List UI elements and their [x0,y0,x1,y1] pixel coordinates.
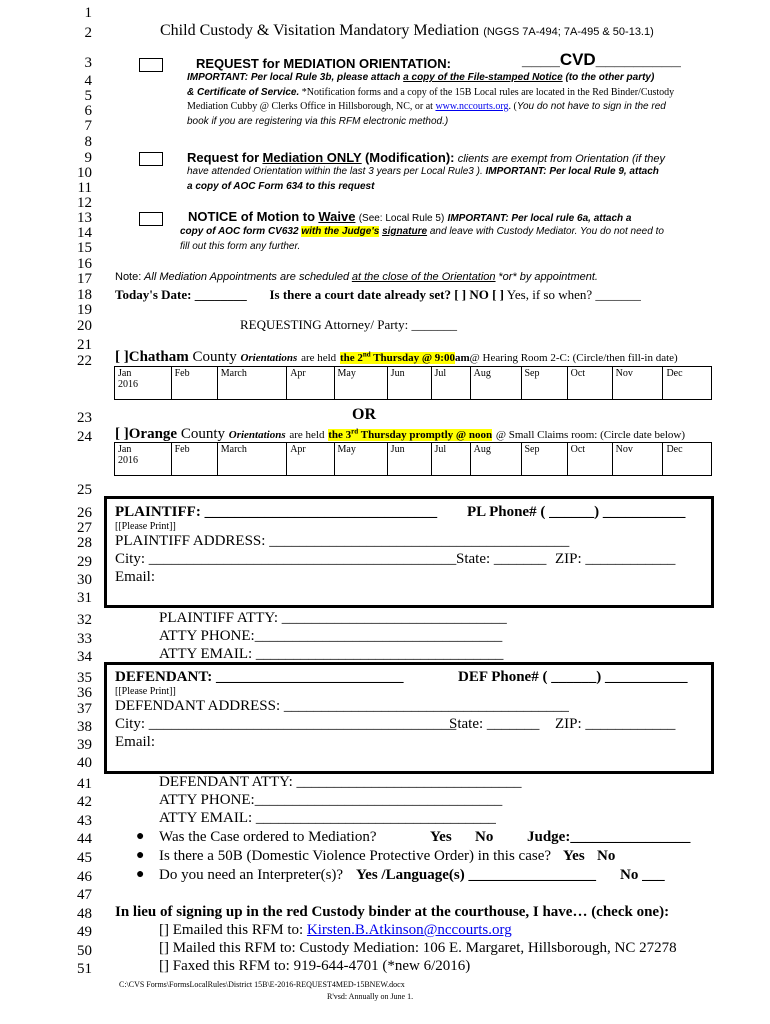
request-mediation-line: Request for Mediation ONLY (Modification): clients are exempt from Orientation (if they [187,150,665,165]
cubby-line: Mediation Cubby @ Clerks Office in Hillsborough, NC, or at www.nccourts.org. (You do not have to sign in the red [187,101,666,112]
line-number: 42 [77,794,92,810]
todays-date-field[interactable]: Today's Date: ________ [115,287,247,302]
month-cell-march[interactable]: March [217,367,286,400]
court-date-when-field[interactable]: Yes, if so when? _______ [506,287,641,302]
line-number: 5 [84,88,92,104]
attended-line: have attended Orientation within the last 3 years per Local Rule3 ). IMPORTANT: Per local Rule 9, attach [187,166,659,177]
plaintiff-atty-phone-field[interactable]: ATTY PHONE:_________________________________ [159,628,503,644]
mediation-ordered-question: Was the Case ordered to Mediation? [159,829,377,845]
notice-waive-checkbox[interactable] [139,212,163,226]
defendant-name-field[interactable]: DEFENDANT: _________________________ [115,669,404,685]
month-cell-sep[interactable]: Sep [521,443,567,476]
interpreter-no-field[interactable]: No ___ [620,867,665,883]
request-mediation-checkbox[interactable] [139,152,163,166]
plaintiff-print-note: [[Please Print]] [115,521,176,532]
line-number: 39 [77,737,92,753]
line-number: 48 [77,906,92,922]
defendant-atty-field[interactable]: DEFENDANT ATTY: ______________________________ [159,774,522,790]
plaintiff-atty-email-field[interactable]: ATTY EMAIL: _________________________________ [159,646,504,662]
interpreter-language-field[interactable]: Yes /Language(s) _________________ [356,867,597,883]
line-number: 22 [77,353,92,369]
line-number: 35 [77,670,92,686]
defendant-zip-field[interactable]: ZIP: ____________ [555,716,676,732]
month-cell-nov[interactable]: Nov [612,443,663,476]
footer-file-path: C:\CVS Forms\FormsLocalRules\District 15B\E-2016-REQUEST4MED-15BNEW.docx [119,980,405,989]
line-number: 45 [77,850,92,866]
line-number: 51 [77,961,92,977]
bullet-icon: ● [136,829,145,844]
month-cell-sep[interactable]: Sep [521,367,567,400]
line-number: 40 [77,755,92,771]
mediation-ordered-no[interactable]: No [475,829,494,845]
bullet-icon: ● [136,867,145,882]
line-number: 24 [77,429,92,445]
note-line: Note: All Mediation Appointments are scheduled at the close of the Orientation *or* by appointment. [115,271,598,283]
bullet-icon: ● [136,848,145,863]
line-number: 27 [77,520,92,536]
plaintiff-state-field[interactable]: State: _______ [456,551,547,567]
month-cell-feb[interactable]: Feb [171,443,217,476]
line-number: 25 [77,482,92,498]
dvpo-yes[interactable]: Yes [563,848,585,864]
line-number: 6 [84,103,92,119]
line-number: 46 [77,869,92,885]
line-number: 16 [77,256,92,272]
mediator-email-link[interactable]: Kirsten.B.Atkinson@nccourts.org [306,922,512,938]
line-number: 23 [77,410,92,426]
cvd-field[interactable]: ____CVD_________ [522,50,681,69]
todays-date-line [115,287,641,303]
interpreter-question: Do you need an Interpreter(s)? [159,867,344,883]
plaintiff-address-field[interactable]: PLAINTIFF ADDRESS: ________________________________________ [115,533,570,549]
book-note: book if you are registering via this RFM electronic method.) [187,116,449,127]
line-number: 9 [84,150,92,166]
line-number: 41 [77,776,92,792]
form-title [160,22,654,40]
line-number: 49 [77,924,92,940]
line-number: 20 [77,318,92,334]
defendant-atty-phone-field[interactable]: ATTY PHONE:_________________________________ [159,792,503,808]
chatham-line: [ ]Chatham County Orientations are held the 2nd Thursday @ 9:00am@ Hearing Room 2-C: (Circle/then fill-in date) [115,349,678,365]
month-cell-jul[interactable]: Jul [431,367,470,400]
fill-out-line: fill out this form any further. [180,241,301,252]
line-number: 36 [77,685,92,701]
line-number: 10 [77,165,92,181]
orange-checkbox[interactable]: [ ] [115,426,129,442]
line-number: 2 [84,25,92,41]
orange-line: [ ]Orange County Orientations are held the 3rd Thursday promptly @ noon @ Small Claims room: (Circle date below) [115,426,686,442]
month-cell-oct[interactable]: Oct [567,443,612,476]
line-number: 33 [77,631,92,647]
line-number: 18 [77,287,92,303]
month-cell-march[interactable]: March [217,443,286,476]
dvpo-no[interactable]: No [597,848,616,864]
notice-waive-line: NOTICE of Motion to Waive (See: Local Rule 5) IMPORTANT: Per local rule 6a, attach a [188,209,632,224]
defendant-state-field[interactable]: State: _______ [449,716,540,732]
month-cell-jun[interactable]: Jun [387,367,431,400]
line-number: 21 [77,337,92,353]
line-number: 28 [77,535,92,551]
month-cell-aug[interactable]: Aug [470,367,521,400]
orange-month-table [114,442,712,476]
dvpo-question: Is there a 50B (Domestic Violence Protective Order) in this case? [159,848,552,864]
line-number: 32 [77,612,92,628]
defendant-phone-field[interactable]: DEF Phone# ( ______) ___________ [458,669,688,685]
line-number: 1 [84,5,92,21]
nccourts-link[interactable]: www.nccourts.org [435,101,509,112]
line-number: 7 [84,118,92,134]
line-number: 37 [77,701,92,717]
defendant-address-field[interactable]: DEFENDANT ADDRESS: ______________________________________ [115,698,569,714]
mailed-option[interactable]: [] Mailed this RFM to: Custody Mediation: 106 E. Margaret, Hillsborough, NC 27278 [159,940,677,956]
important-rule-3b: IMPORTANT: Per local Rule 3b, please attach a copy of the File-stamped Notice (to the other party) [187,72,655,83]
line-number: 4 [84,73,92,89]
footer-revised: R'vsd: Annually on June 1. [327,992,414,1001]
month-cell-aug[interactable]: Aug [470,443,521,476]
line-number: 29 [77,554,92,570]
defendant-city-field[interactable]: City: _________________________________________ [115,716,457,732]
line-number: 43 [77,813,92,829]
plaintiff-email-field[interactable]: Email: [115,569,155,585]
month-cell-nov[interactable]: Nov [612,367,663,400]
month-cell-jan[interactable]: Jan 2016 [115,443,172,476]
month-cell-jun[interactable]: Jun [387,443,431,476]
line-number: 19 [77,302,92,318]
plaintiff-phone-field[interactable]: PL Phone# ( ______) ___________ [467,504,686,520]
title-text: Child Custody & Visitation Mandatory Mediation [160,22,480,39]
line-number: 38 [77,719,92,735]
line-number: 12 [77,195,92,211]
defendant-print-note: [[Please Print]] [115,686,176,697]
line-number: 8 [84,134,92,150]
month-cell-feb[interactable]: Feb [171,367,217,400]
faxed-option[interactable]: [] Faxed this RFM to: 919-644-4701 (*new 6/2016) [159,958,471,974]
month-cell-may[interactable]: May [334,367,387,400]
line-number: 30 [77,572,92,588]
line-number: 3 [84,55,92,71]
month-cell-apr[interactable]: Apr [287,367,334,400]
plaintiff-city-field[interactable]: City: _________________________________________ [115,551,457,567]
request-orientation-checkbox[interactable] [139,58,163,72]
cv632-line: copy of AOC form CV632 with the Judge's signature and leave with Custody Mediator. You do not need to [180,226,664,237]
defendant-atty-email-field[interactable]: ATTY EMAIL: ________________________________ [159,810,496,826]
judge-field[interactable]: Judge:________________ [527,829,691,845]
or-label: OR [352,406,376,423]
line-number: 14 [77,225,92,241]
line-number: 11 [77,180,92,196]
lieu-heading: In lieu of signing up in the red Custody binder at the courthouse, I have… (check one): [115,904,670,920]
month-cell-jan[interactable]: Jan 2016 [115,367,172,400]
aoc-634-line: a copy of AOC Form 634 to this request [187,181,375,192]
line-number: 26 [77,505,92,521]
chatham-checkbox[interactable]: [ ] [115,349,129,365]
statute-reference: (NGGS 7A-494; 7A-495 & 50-13.1) [483,26,654,38]
defendant-email-field[interactable]: Email: [115,734,155,750]
month-cell-dec[interactable]: Dec [663,443,712,476]
plaintiff-name-field[interactable]: PLAINTIFF: _______________________________ [115,504,438,520]
month-cell-jul[interactable]: Jul [431,443,470,476]
emailed-option[interactable]: [] Emailed this RFM to: Kirsten.B.Atkinson@nccourts.org [159,922,512,938]
line-number: 17 [77,271,92,287]
line-number: 31 [77,590,92,606]
mediation-ordered-yes[interactable]: Yes [430,829,452,845]
line-number: 44 [77,831,92,847]
month-cell-may[interactable]: May [334,443,387,476]
certificate-line: & Certificate of Service. *Notification forms and a copy of the 15B Local rules are located in the Red Binder/Custody [187,87,675,98]
plaintiff-atty-field[interactable]: PLAINTIFF ATTY: ______________________________ [159,610,507,626]
request-orientation-label: REQUEST for MEDIATION ORIENTATION: [196,56,451,71]
line-number: 15 [77,240,92,256]
line-number: 13 [77,210,92,226]
line-number: 47 [77,887,92,903]
requesting-party-field[interactable]: REQUESTING Attorney/ Party: _______ [240,317,458,332]
month-cell-dec[interactable]: Dec [663,367,712,400]
line-number: 50 [77,943,92,959]
court-date-question[interactable]: Is there a court date already set? [ ] NO [ ] [269,287,505,302]
plaintiff-zip-field[interactable]: ZIP: ____________ [555,551,676,567]
month-cell-apr[interactable]: Apr [287,443,334,476]
chatham-month-table [114,366,712,400]
line-number: 34 [77,649,92,665]
month-cell-oct[interactable]: Oct [567,367,612,400]
